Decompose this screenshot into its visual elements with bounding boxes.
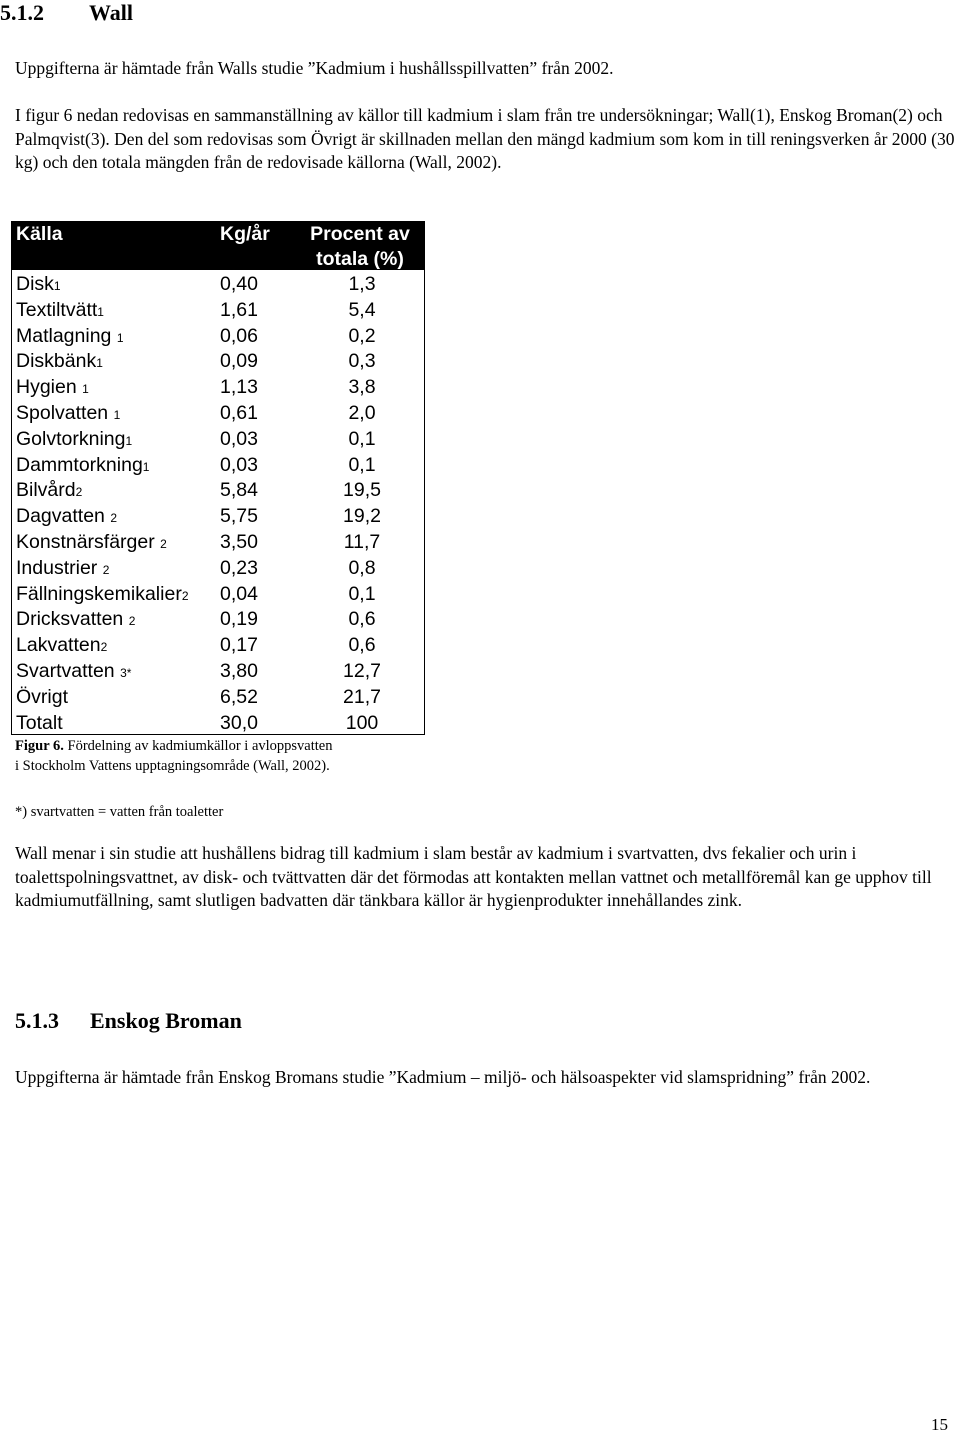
cell-percent: 0,6 <box>348 608 376 631</box>
source-reference: 2 <box>181 588 189 603</box>
table-row <box>12 582 424 608</box>
source-reference: 2 <box>100 640 108 655</box>
cell-percent: 0,3 <box>348 350 376 373</box>
cell-kg-per-year: 0,06 <box>220 324 258 347</box>
cell-kg-per-year: 1,13 <box>220 376 258 399</box>
cell-percent: 0,2 <box>348 324 376 347</box>
section-number: 5.1.3 <box>15 1008 59 1033</box>
source-name: Dagvatten <box>16 505 111 528</box>
cell-kg-per-year: 5,75 <box>220 505 258 528</box>
cell-percent: 0,1 <box>348 427 376 450</box>
cell-percent: 100 <box>345 711 379 734</box>
intro-paragraph-enskog: Uppgifterna är hämtade från Enskog Bromans studie ”Kadmium – miljö- och hälsoaspekter vid slamspridning” från 2002. <box>15 1067 871 1087</box>
caption-label: Figur 6. <box>15 738 64 754</box>
source-reference: 1 <box>125 433 133 448</box>
figure-caption <box>15 737 332 776</box>
cell-source <box>16 324 124 352</box>
header-kg-per-year: Kg/år <box>220 223 270 245</box>
table-row <box>12 375 424 401</box>
cell-percent: 19,5 <box>343 479 381 502</box>
section-title: Enskog Broman <box>90 1008 242 1033</box>
cell-source <box>16 298 104 326</box>
table-row <box>12 272 424 298</box>
source-name: Lakvatten <box>16 634 101 657</box>
cell-kg-per-year: 0,23 <box>220 556 258 579</box>
cell-percent: 19,2 <box>343 505 381 528</box>
cell-kg-per-year: 1,61 <box>220 298 258 321</box>
cell-source <box>16 427 132 455</box>
table-row <box>12 324 424 350</box>
table-row <box>12 478 424 504</box>
source-reference: 1 <box>97 304 104 319</box>
header-percent-line2: totala (%) <box>316 247 404 270</box>
table-row <box>12 349 424 375</box>
wall-conclusion-paragraph: Wall menar i sin studie att hushållens bidrag till kadmium i slam består av kadmium i svartvatten, dvs fekalier och urin i toalettspolningsvattnet, av disk- och tvättvatten där det förmodas att kontakten mellan vattnet och metallföremål kan ge upphov till kadmiumutfällning, samt slutligen badvatten där tänkbara källor är hygienprodukter innehållandes zink. <box>15 843 932 910</box>
source-reference: 1 <box>113 407 121 422</box>
cell-kg-per-year: 0,40 <box>220 273 258 295</box>
cell-percent: 2,0 <box>348 401 376 424</box>
table-row <box>12 298 424 324</box>
cell-percent: 0,8 <box>348 556 376 579</box>
table-row <box>12 685 424 711</box>
table-row <box>12 453 424 479</box>
table-body <box>12 272 424 736</box>
cell-kg-per-year: 0,09 <box>220 350 258 373</box>
table-row <box>12 556 424 582</box>
source-name: Disk <box>16 273 54 295</box>
section-number: 5.1.2 <box>0 0 44 25</box>
section-heading-5-1-2 <box>0 0 133 26</box>
source-reference: 1 <box>116 330 124 345</box>
caption-line2: i Stockholm Vattens upptagningsområde (Wall, 2002). <box>15 757 330 774</box>
section-title: Wall <box>89 0 134 25</box>
section-heading-5-1-3 <box>15 1008 242 1034</box>
cell-source <box>16 453 149 481</box>
cell-source <box>16 711 63 737</box>
cell-source <box>16 478 82 506</box>
cell-kg-per-year: 0,04 <box>220 582 258 605</box>
cell-source <box>16 401 120 429</box>
source-name: Fällningskemikalier <box>16 582 182 605</box>
table-row <box>12 633 424 659</box>
header-percent <box>306 222 414 271</box>
source-reference: 1 <box>53 279 61 293</box>
source-reference: 2 <box>128 614 136 629</box>
source-name: Dricksvatten <box>16 608 129 631</box>
cell-percent: 0,1 <box>348 453 376 476</box>
cell-percent: 21,7 <box>343 685 381 708</box>
source-reference: 1 <box>96 356 103 371</box>
table-header <box>12 222 424 270</box>
source-name: Textiltvätt <box>16 298 98 321</box>
source-reference: 2 <box>160 536 167 551</box>
cell-source <box>16 633 107 661</box>
cell-source <box>16 607 135 635</box>
source-name: Matlagning <box>16 324 117 347</box>
cell-source <box>16 582 189 610</box>
cell-percent: 11,7 <box>343 530 381 553</box>
cell-source <box>16 530 167 558</box>
source-reference: 1 <box>142 459 150 474</box>
cell-percent: 1,3 <box>348 273 376 295</box>
table-row <box>12 659 424 685</box>
source-name: Övrigt <box>16 685 69 708</box>
cell-source <box>16 659 131 687</box>
cell-percent: 3,8 <box>348 376 376 399</box>
cell-kg-per-year: 5,84 <box>220 479 258 502</box>
cell-kg-per-year: 0,03 <box>220 453 258 476</box>
source-name: Spolvatten <box>16 401 114 424</box>
source-reference: 2 <box>110 511 117 526</box>
cell-source <box>16 504 117 532</box>
source-reference: 2 <box>75 485 83 500</box>
source-name: Diskbänk <box>16 350 97 373</box>
cell-percent: 12,7 <box>343 659 381 682</box>
cell-kg-per-year: 30,0 <box>220 711 258 734</box>
cell-percent: 0,1 <box>348 582 376 605</box>
source-name: Golvtorkning <box>16 427 126 450</box>
header-source: Källa <box>16 223 63 245</box>
page-number: 15 <box>931 1415 948 1434</box>
source-name: Hygien <box>16 376 83 399</box>
cadmium-sources-table <box>11 221 425 735</box>
source-name: Industrier <box>16 556 103 579</box>
cell-kg-per-year: 0,17 <box>220 634 258 657</box>
source-reference: 1 <box>82 382 89 397</box>
table-row <box>12 711 424 737</box>
table-row <box>12 401 424 427</box>
cell-percent: 5,4 <box>348 298 376 321</box>
source-reference: 3* <box>120 665 132 680</box>
caption-line1: Fördelning av kadmiumkällor i avloppsvatten <box>63 738 333 754</box>
source-name: Bilvård <box>16 479 76 502</box>
cell-kg-per-year: 0,03 <box>220 427 258 450</box>
cell-source <box>16 349 103 377</box>
source-name: Totalt <box>16 711 63 734</box>
cell-kg-per-year: 6,52 <box>220 685 258 708</box>
header-percent-line1: Procent av <box>310 223 410 245</box>
table-row <box>12 607 424 633</box>
figure-paragraph: I figur 6 nedan redovisas en sammanställning av källor till kadmium i slam från tre undersökningar; Wall(1), Enskog Broman(2) och Palmqvist(3). Den del som redovisas som Övrigt är skillnaden mellan den mängd kadmium som kom in till reningsverken år 2000 (30 kg) och den totala mängden från de redovisade källorna (Wall, 2002). <box>15 105 955 172</box>
table-row <box>12 530 424 556</box>
source-reference: 2 <box>102 562 110 577</box>
cell-source <box>16 375 89 403</box>
cell-kg-per-year: 0,19 <box>220 608 258 631</box>
intro-paragraph-wall: Uppgifterna är hämtade från Walls studie ”Kadmium i hushållsspillvatten” från 2002. <box>15 58 614 78</box>
cell-kg-per-year: 3,50 <box>220 530 258 553</box>
cell-percent: 0,6 <box>348 634 376 657</box>
cell-source <box>16 272 61 300</box>
cell-source <box>16 685 68 711</box>
table-row <box>12 427 424 453</box>
source-name: Dammtorkning <box>16 453 143 476</box>
footnote: *) svartvatten = vatten från toaletter <box>15 804 224 820</box>
source-name: Konstnärsfärger <box>16 530 161 553</box>
cell-kg-per-year: 0,61 <box>220 401 258 424</box>
cell-kg-per-year: 3,80 <box>220 659 258 682</box>
source-name: Svartvatten <box>16 659 121 682</box>
table-row <box>12 504 424 530</box>
cell-source <box>16 556 109 584</box>
